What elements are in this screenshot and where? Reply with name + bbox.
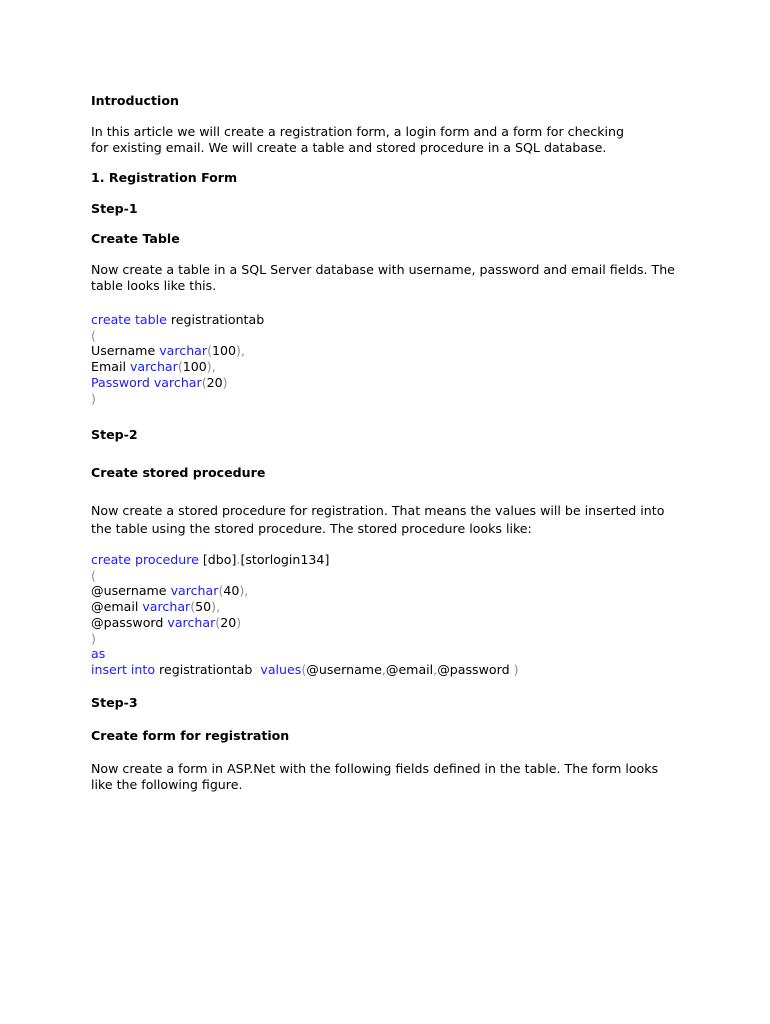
code-identifier: registrationtab: [166, 312, 265, 327]
section-1-heading: 1. Registration Form: [91, 170, 238, 185]
code-punctuation: (: [201, 375, 207, 390]
step-1-heading: Step-1: [91, 201, 138, 216]
code-punctuation: (: [218, 583, 224, 598]
code-line: [91, 328, 96, 344]
code-type: varchar: [142, 599, 191, 614]
step-2-paragraph-line-2: the table using the stored procedure. The stored procedure looks like:: [91, 521, 532, 536]
code-number: 100: [212, 343, 237, 358]
code-keyword: insert into: [91, 662, 156, 677]
code-identifier: @email: [385, 662, 434, 677]
code-line: [91, 615, 241, 631]
code-line: [91, 375, 228, 391]
intro-paragraph-line-2: for existing email. We will create a table and stored procedure in a SQL database.: [91, 140, 607, 155]
code-line: [91, 391, 96, 407]
code-line: [91, 568, 96, 584]
step-1-subheading: Create Table: [91, 231, 180, 246]
step-3-heading: Step-3: [91, 695, 138, 710]
code-line: [91, 662, 519, 678]
code-line: [91, 343, 245, 359]
code-punctuation: (: [177, 359, 183, 374]
code-line: [91, 631, 96, 647]
step-1-paragraph-line-2: table looks like this.: [91, 278, 217, 293]
code-type: varchar: [129, 359, 178, 374]
code-number: 20: [206, 375, 223, 390]
code-identifier: Username: [91, 343, 160, 358]
code-punctuation: ): [513, 662, 519, 677]
code-number: 50: [195, 599, 212, 614]
code-keyword: Password varchar: [91, 375, 202, 390]
code-punctuation: ),: [239, 583, 249, 598]
code-punctuation: (: [91, 568, 96, 583]
code-type: varchar: [167, 615, 216, 630]
step-3-paragraph-line-1: Now create a form in ASP.Net with the following fields defined in the table. The form looks: [91, 761, 659, 776]
code-keyword: create procedure: [91, 552, 199, 567]
code-identifier: @password: [437, 662, 514, 677]
code-number: 40: [223, 583, 240, 598]
code-punctuation: ): [236, 615, 242, 630]
code-identifier: @password: [91, 615, 168, 630]
step-2-paragraph-line-1: Now create a stored procedure for registration. That means the values will be inserted into: [91, 503, 665, 518]
code-line: [91, 599, 220, 615]
code-keyword: create table: [91, 312, 167, 327]
code-number: 100: [182, 359, 207, 374]
code-punctuation: ,: [433, 662, 438, 677]
code-punctuation: (: [301, 662, 307, 677]
step-3-subheading: Create form for registration: [91, 728, 290, 743]
code-punctuation: (: [215, 615, 221, 630]
intro-paragraph-line-1: In this article we will create a registration form, a login form and a form for checking: [91, 124, 624, 139]
code-identifier: @username: [306, 662, 382, 677]
code-identifier: [storlogin134]: [240, 552, 330, 567]
step-2-heading: Step-2: [91, 427, 138, 442]
code-line: [91, 312, 264, 328]
code-line: [91, 583, 248, 599]
code-type: varchar: [170, 583, 219, 598]
code-line: [91, 552, 329, 568]
step-3-paragraph-line-2: like the following figure.: [91, 777, 243, 792]
code-line: [91, 646, 105, 662]
code-identifier: @username: [91, 583, 171, 598]
code-punctuation: ): [222, 375, 228, 390]
code-punctuation: ),: [211, 599, 221, 614]
code-punctuation: ,: [381, 662, 386, 677]
code-identifier: registrationtab: [155, 662, 261, 677]
code-punctuation: (: [91, 328, 96, 343]
code-punctuation: (: [190, 599, 196, 614]
code-punctuation: ): [91, 631, 96, 646]
code-punctuation: ),: [236, 343, 245, 358]
code-punctuation: ): [91, 391, 96, 406]
code-identifier: @email: [91, 599, 143, 614]
code-number: 20: [220, 615, 237, 630]
code-punctuation: .: [236, 552, 241, 567]
code-keyword: as: [91, 646, 106, 661]
step-2-subheading: Create stored procedure: [91, 465, 266, 480]
code-keyword: values: [260, 662, 302, 677]
code-line: [91, 359, 216, 375]
code-identifier: [dbo]: [198, 552, 237, 567]
code-type: varchar: [159, 343, 208, 358]
code-punctuation: ),: [206, 359, 216, 374]
step-1-paragraph-line-1: Now create a table in a SQL Server database with username, password and email fields. The: [91, 262, 675, 277]
code-punctuation: (: [207, 343, 212, 358]
code-identifier: Email: [91, 359, 130, 374]
intro-heading: Introduction: [91, 93, 179, 108]
